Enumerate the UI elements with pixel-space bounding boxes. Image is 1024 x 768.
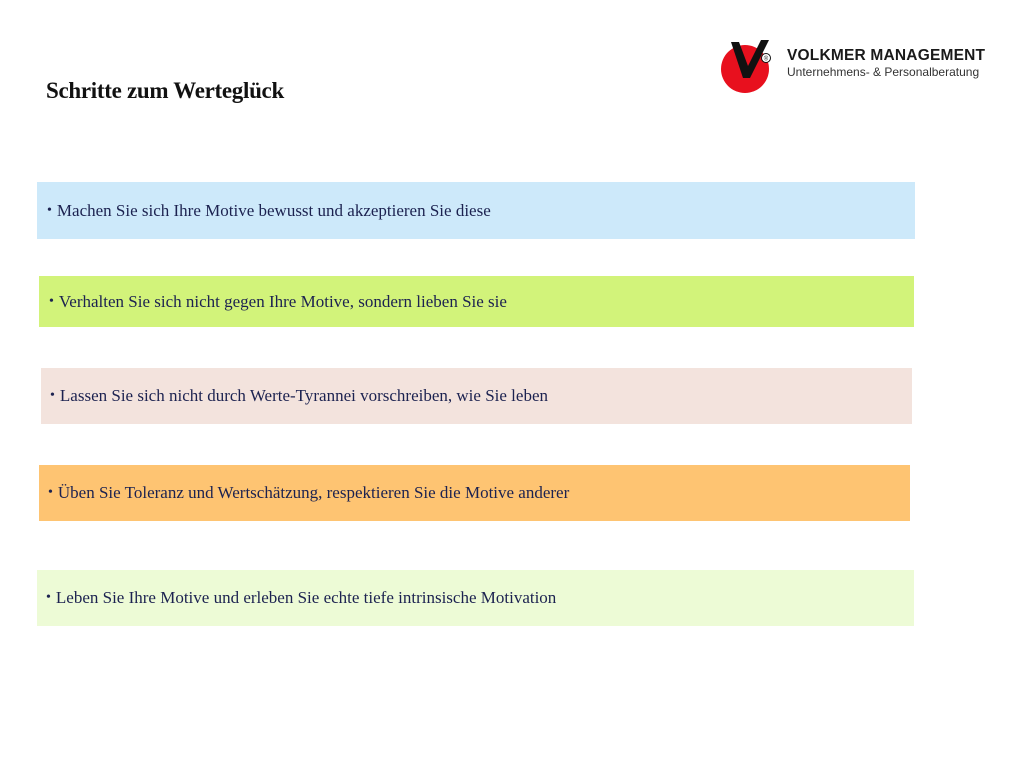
volkmer-logo-icon: [719, 38, 775, 94]
step-text: Üben Sie Toleranz und Wertschätzung, respektieren Sie die Motive anderer: [57, 483, 570, 502]
step-box-5: [37, 570, 914, 626]
step-bullet: •: [50, 388, 55, 403]
step-box-3: [41, 368, 912, 424]
company-tagline: Unternehmens- & Personalberatung: [787, 65, 980, 79]
step-box-1: [37, 182, 915, 239]
step-text: Lassen Sie sich nicht durch Werte-Tyrannei vorschreiben, wie Sie leben: [59, 386, 548, 405]
step-text: Verhalten Sie sich nicht gegen Ihre Motive, sondern lieben Sie sie: [58, 291, 507, 311]
registered-mark: ®: [763, 56, 769, 63]
step-box-4: [39, 465, 910, 521]
step-box-2: [39, 276, 914, 327]
company-logo: [719, 38, 999, 94]
company-name: VOLKMER MANAGEMENT: [787, 47, 986, 64]
step-text: Leben Sie Ihre Motive und erleben Sie echte tiefe intrinsische Motivation: [55, 588, 557, 607]
step-bullet: •: [47, 202, 52, 218]
slide-title: Schritte zum Werteglück: [46, 78, 284, 103]
step-bullet: •: [49, 293, 54, 309]
step-bullet: •: [48, 485, 53, 500]
step-bullet: •: [46, 590, 51, 605]
step-text: Machen Sie sich Ihre Motive bewusst und akzeptieren Sie diese: [56, 200, 491, 220]
